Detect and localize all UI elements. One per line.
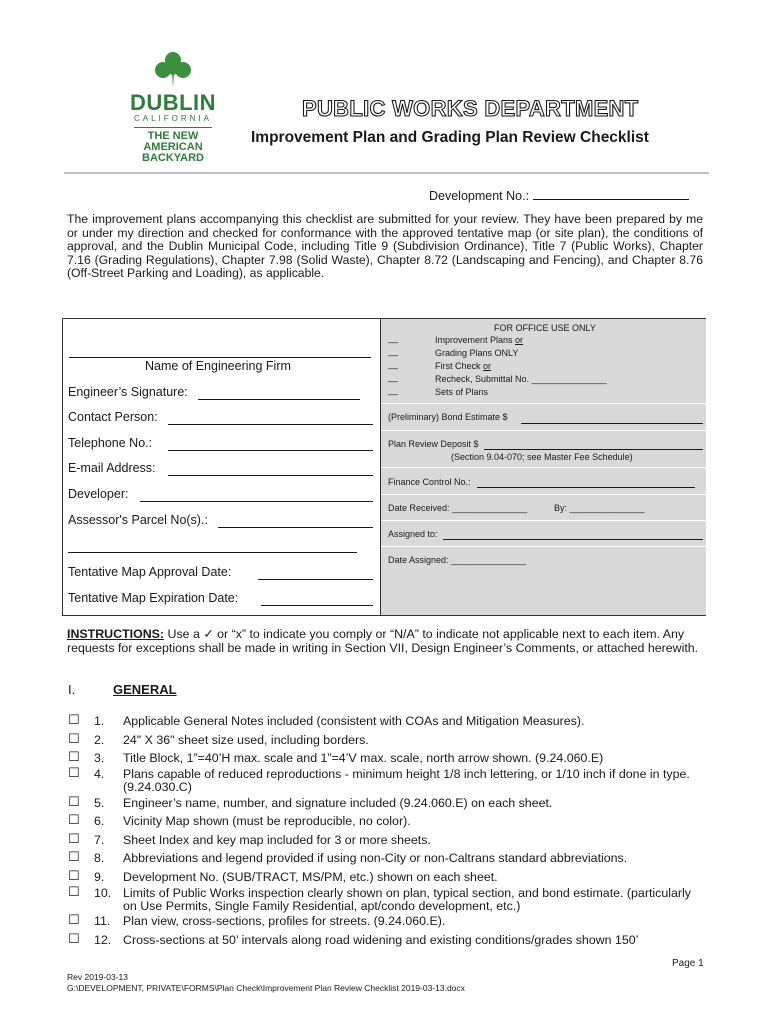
logo-tagline-3: BACKYARD — [142, 152, 204, 164]
office-use-heading: FOR OFFICE USE ONLY — [494, 323, 596, 333]
item-number: 8. — [94, 851, 105, 865]
office-check-sets-of-plans: Sets of Plans — [435, 387, 489, 397]
assessor-parcel-line[interactable] — [218, 527, 373, 528]
item-text: Limits of Public Works inspection clearly shown on plan, typical section, and bond estimate. (particularly on Use Permits, Single Family Residential, apt/condo development, etc.) — [123, 886, 691, 913]
office-check-5-mark[interactable]: __ — [388, 385, 399, 395]
item-number: 12. — [94, 933, 112, 947]
item-number: 10. — [94, 886, 112, 900]
tentative-approval-line[interactable] — [258, 579, 373, 580]
developer-line[interactable] — [140, 501, 373, 502]
contact-person-line[interactable] — [168, 424, 373, 425]
development-number-label: Development No.: — [429, 189, 530, 203]
finance-control-line[interactable] — [477, 487, 695, 488]
checkbox-icon[interactable]: ☐ — [68, 868, 80, 883]
contact-person-label: Contact Person: — [68, 410, 158, 424]
item-text: Sheet Index and key map included for 3 or more sheets. — [123, 833, 431, 847]
logo-name: DUBLIN — [129, 90, 217, 115]
office-divider-5 — [381, 520, 706, 521]
office-divider-4 — [381, 494, 706, 495]
item-number: 4. — [94, 767, 105, 781]
item-text: 24" X 36" sheet size used, including borders. — [123, 733, 369, 747]
dublin-logo — [118, 50, 228, 164]
received-by-field[interactable]: By: _______________ — [554, 503, 645, 513]
item-number: 3. — [94, 751, 105, 765]
developer-label: Developer: — [68, 487, 129, 501]
tentative-expiration-label: Tentative Map Expiration Date: — [68, 591, 239, 605]
checkbox-icon[interactable]: ☐ — [68, 765, 80, 780]
item-text: Plans capable of reduced reproductions - minimum height 1/8 inch lettering, or 1/10 inch if done in type. (9.24.030.C) — [123, 767, 690, 794]
checkbox-icon[interactable]: ☐ — [68, 884, 80, 899]
telephone-label: Telephone No.: — [68, 436, 153, 450]
office-divider-1 — [381, 403, 706, 404]
item-number: 11. — [94, 914, 111, 928]
checkbox-icon[interactable]: ☐ — [68, 731, 80, 746]
office-check-4-mark[interactable]: __ — [388, 372, 399, 382]
logo-divider — [134, 127, 212, 128]
email-label: E-mail Address: — [68, 461, 156, 475]
instructions-text: Use a ✓ or “x” to indicate you comply or “N/A” to indicate not applicable next to each item. Any requests for exceptions shall be made in writing in Section VII, Design Engineer’s Comments, or attached herewith. — [67, 627, 699, 655]
logo-tagline-2: AMERICAN — [143, 141, 203, 153]
item-number: 6. — [94, 814, 105, 828]
document-title: Improvement Plan and Grading Plan Review Checklist — [251, 129, 649, 146]
document-footer — [67, 972, 465, 994]
office-check-improvement-plans: Improvement Plans or — [435, 335, 524, 345]
tentative-expiration-line[interactable] — [261, 605, 373, 606]
bond-estimate-label: (Preliminary) Bond Estimate $ — [388, 412, 508, 422]
item-text: Engineer’s name, number, and signature included (9.24.060.E) on each sheet. — [123, 796, 553, 810]
office-check-recheck: Recheck, Submittal No. _______________ — [435, 374, 607, 384]
checkbox-icon[interactable]: ☐ — [68, 794, 80, 809]
office-check-first-check: First Check or — [435, 361, 492, 371]
checkbox-icon[interactable]: ☐ — [68, 712, 80, 727]
assigned-to-label: Assigned to: — [388, 529, 438, 539]
office-divider-6 — [381, 546, 706, 547]
office-check-1-mark[interactable]: __ — [388, 333, 399, 343]
page-number: Page 1 — [672, 958, 704, 969]
submittal-info-box — [62, 318, 706, 616]
checkbox-icon[interactable]: ☐ — [68, 749, 80, 764]
telephone-line[interactable] — [168, 450, 373, 451]
office-divider-3 — [381, 467, 706, 468]
plan-review-deposit-line[interactable] — [484, 449, 703, 450]
deposit-note: (Section 9.04-070; see Master Fee Schedule) — [451, 452, 633, 462]
intro-paragraph: The improvement plans accompanying this checklist are submitted for your review. They have been prepared by me or under my direction and checked for conformance with the approved tentative map (or site plan), the conditions of approval, and the Dublin Municipal Code, including Title 9 (Subdivision Ordinance), Title 7 (Public Works), Chapter 7.16 (Grading Regulations), Chapter 7.98 (Solid Waste), Chapter 8.72 (Landscaping and Fencing), and Chapter 8.76 (Off-Street Parking and Loading), as applicable. — [67, 212, 703, 281]
instructions-label: INSTRUCTIONS: — [67, 627, 165, 641]
engineering-firm-line[interactable] — [69, 357, 371, 358]
date-received-field[interactable]: Date Received: _______________ — [388, 503, 528, 513]
item-text: Development No. (SUB/TRACT, MS/PM, etc.) shown on each sheet. — [123, 870, 498, 884]
item-number: 7. — [94, 833, 105, 847]
item-number: 9. — [94, 870, 105, 884]
assigned-to-line[interactable] — [443, 539, 703, 540]
engineering-firm-label: Name of Engineering Firm — [145, 359, 291, 373]
date-assigned-field[interactable]: Date Assigned: _______________ — [388, 555, 527, 565]
section-number: I. — [68, 682, 76, 697]
office-check-grading-plans: Grading Plans ONLY — [435, 348, 519, 358]
section-title: GENERAL — [113, 682, 177, 697]
finance-control-label: Finance Control No.: — [388, 477, 471, 487]
checkbox-icon[interactable]: ☐ — [68, 831, 80, 846]
email-line[interactable] — [168, 475, 373, 476]
file-path: G:\DEVELOPMENT, PRIVATE\FORMS\Plan Check\Improvement Plan Review Checklist 2019-03-13.docx — [67, 983, 465, 993]
checkbox-icon[interactable]: ☐ — [68, 912, 80, 927]
item-text: Title Block, 1”=40’H max. scale and 1”=4’V max. scale, north arrow shown. (9.24.060.E) — [123, 751, 604, 765]
revision-date: Rev 2019-03-13 — [67, 972, 128, 982]
office-check-3-mark[interactable]: __ — [388, 359, 399, 369]
item-text: Plan view, cross-sections, profiles for streets. (9.24.060.E). — [123, 914, 446, 928]
development-number-field[interactable] — [429, 187, 689, 203]
logo-tagline-1: THE NEW — [147, 130, 199, 142]
assessor-parcel-label: Assessor's Parcel No(s).: — [68, 513, 208, 527]
development-number-line[interactable] — [533, 187, 689, 200]
checkbox-icon[interactable]: ☐ — [68, 812, 80, 827]
office-divider-2 — [381, 430, 706, 431]
engineer-signature-label: Engineer’s Signature: — [68, 385, 188, 399]
logo-state: CALIFORNIA — [133, 114, 212, 123]
office-use-panel — [380, 319, 706, 615]
item-text: Vicinity Map shown (must be reproducible, no color). — [123, 814, 411, 828]
item-number: 2. — [94, 733, 105, 747]
office-check-2-mark[interactable]: __ — [388, 346, 399, 356]
bond-estimate-line[interactable] — [521, 423, 703, 424]
item-number: 5. — [94, 796, 105, 810]
assessor-parcel-line-2[interactable] — [68, 552, 357, 553]
header-divider — [64, 172, 709, 174]
shamrock-icon — [151, 50, 195, 90]
item-number: 1. — [94, 714, 105, 728]
checkbox-icon[interactable]: ☐ — [68, 931, 80, 946]
department-title: PUBLIC WORKS DEPARTMENT — [302, 96, 639, 121]
tentative-approval-label: Tentative Map Approval Date: — [68, 565, 232, 579]
instructions-paragraph — [67, 628, 707, 655]
engineer-signature-line[interactable] — [198, 399, 360, 400]
item-text: Applicable General Notes included (consistent with COAs and Mitigation Measures). — [123, 714, 585, 728]
plan-review-deposit-label: Plan Review Deposit $ — [388, 439, 479, 449]
checkbox-icon[interactable]: ☐ — [68, 849, 80, 864]
item-text: Cross-sections at 50’ intervals along road widening and existing conditions/grades shown 150’ — [123, 933, 639, 947]
item-text: Abbreviations and legend provided if using non-City or non-Caltrans standard abbreviations. — [123, 851, 628, 865]
